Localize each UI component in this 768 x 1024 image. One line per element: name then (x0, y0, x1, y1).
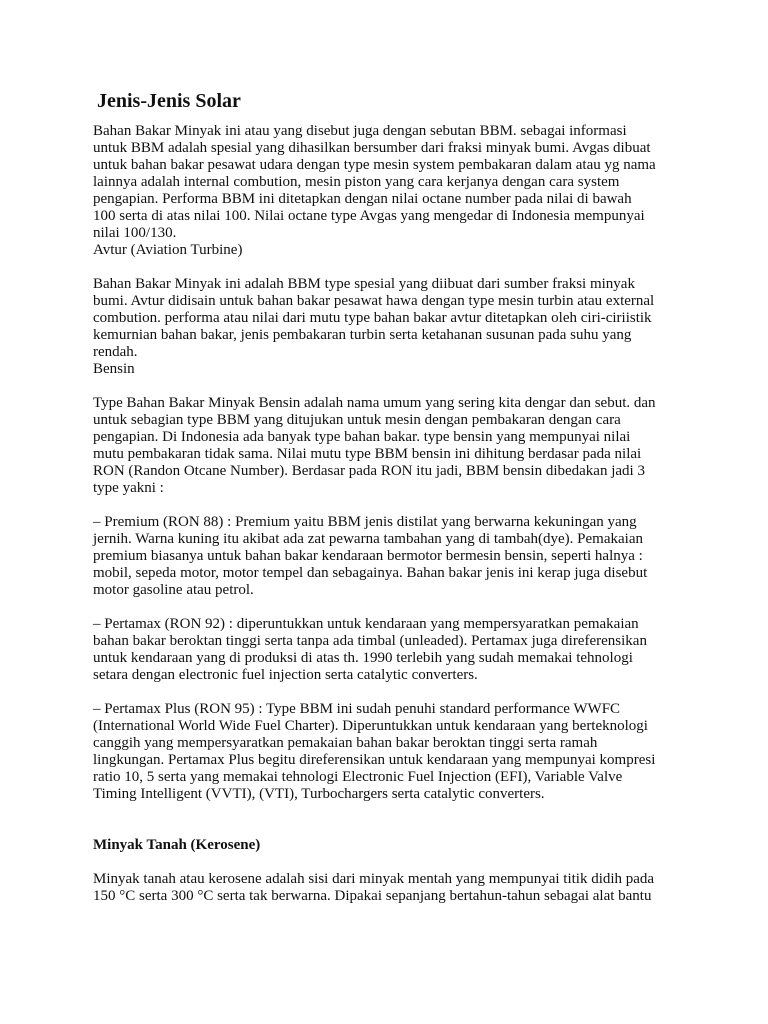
text-line: type yakni : (93, 480, 164, 496)
text-line: (International World Wide Fuel Charter). Diperuntukkan untuk kendaraan yang berteknologi (93, 718, 648, 734)
text-line: – Pertamax Plus (RON 95) : Type BBM ini sudah penuhi standard performance WWFC (93, 701, 621, 717)
text-line: mobil, sepeda motor, motor tempel dan sebagainya. Bahan bakar jenis ini kerap juga disebut (93, 565, 648, 581)
text-line: bahan bakar beroktan tinggi serta tanpa ada timbal (unleaded). Pertamax juga direferensikan (93, 633, 647, 649)
text-line: 150 °C serta 300 °C serta tak berwarna. Dipakai sepanjang bertahun-tahun sebagai alat bantu (93, 888, 652, 904)
text-line: Minyak tanah atau kerosene adalah sisi dari minyak mentah yang mempunyai titik didih pada (93, 871, 655, 887)
text-line: untuk BBM adalah spesial yang dihasilkan bersumber dari fraksi minyak bumi. Avgas dibuat (93, 140, 651, 156)
para-bensin (93, 395, 683, 497)
heading-minyak-tanah: Minyak Tanah (Kerosene) (93, 837, 261, 853)
text-line: Bensin (93, 361, 135, 377)
text-line: untuk bahan bakar pesawat udara dengan type mesin system pembakaran dalam atau yg nama (93, 157, 656, 173)
document-body (93, 88, 683, 905)
text-line: Avtur (Aviation Turbine) (93, 242, 243, 258)
text-line: nilai 100/130. (93, 225, 177, 241)
document-title: Jenis-Jenis Solar (97, 90, 241, 112)
paragraph-spacer (93, 497, 683, 514)
text-line: Bahan Bakar Minyak ini adalah BBM type spesial yang diibuat dari sumber fraksi minyak (93, 276, 635, 292)
para-avtur (93, 276, 683, 378)
text-line: rendah. (93, 344, 138, 360)
para-pertamax-plus (93, 701, 683, 803)
paragraph-spacer (93, 378, 683, 395)
para-kerosene (93, 871, 683, 905)
section-spacer (93, 803, 683, 837)
para-pertamax (93, 616, 683, 684)
text-line: Bahan Bakar Minyak ini atau yang disebut juga dengan sebutan BBM. sebagai informasi (93, 123, 627, 139)
text-line: – Pertamax (RON 92) : diperuntukkan untuk kendaraan yang mempersyaratkan pemakaian (93, 616, 639, 632)
text-line: canggih yang mempersyaratkan pemakaian bahan bakar beroktan tinggi serta ramah (93, 735, 598, 751)
text-line: Type Bahan Bakar Minyak Bensin adalah nama umum yang sering kita dengar dan sebut. dan (93, 395, 656, 411)
text-line: lainnya adalah internal combution, mesin piston yang cara kerjanya dengan cara system (93, 174, 620, 190)
text-line: pengapian. Di Indonesia ada banyak type bahan bakar. type bensin yang mempunyai nilai (93, 429, 631, 445)
text-line: RON (Randon Otcane Number). Berdasar pada RON itu jadi, BBM bensin dibedakan jadi 3 (93, 463, 645, 479)
text-line: – Premium (RON 88) : Premium yaitu BBM jenis distilat yang berwarna kekuningan yang (93, 514, 637, 530)
text-line: untuk sebagian type BBM yang ditujukan untuk mesin dengan pembakaran dengan cara (93, 412, 621, 428)
text-line: kemurnian bahan bakar, jenis pembakaran turbin serta ketahanan susunan pada suhu yang (93, 327, 632, 343)
paragraph-spacer (93, 854, 683, 871)
text-line: setara dengan electronic fuel injection serta catalytic converters. (93, 667, 478, 683)
text-line: combution. performa atau nilai dari mutu type bahan bakar avtur ditetapkan oleh ciri-ciriistik (93, 310, 652, 326)
text-line: lingkungan. Pertamax Plus begitu direferensikan untuk kendaraan yang mempunyai kompresi (93, 752, 656, 768)
para-avgas (93, 123, 683, 259)
text-line: Timing Intelligent (VVTI), (VTI), Turbochargers serta catalytic converters. (93, 786, 545, 802)
text-line: pengapian. Performa BBM ini ditetapkan dengan nilai octane number pada nilai di bawah (93, 191, 632, 207)
para-premium (93, 514, 683, 599)
paragraph-spacer (93, 599, 683, 616)
text-line: 100 serta di atas nilai 100. Nilai octane type Avgas yang mengedar di Indonesia mempunyai (93, 208, 645, 224)
document-content (93, 123, 683, 905)
text-line: mutu pembakaran tidak sama. Nilai mutu type BBM bensin ini dihitung berdasar pada nilai (93, 446, 642, 462)
text-line: ratio 10, 5 serta yang memakai tehnologi Electronic Fuel Injection (EFI), Variable Valve (93, 769, 623, 785)
text-line: bumi. Avtur didisain untuk bahan bakar pesawat hawa dengan type mesin turbin atau external (93, 293, 655, 309)
paragraph-spacer (93, 684, 683, 701)
text-line: motor gasoline atau petrol. (93, 582, 254, 598)
paragraph-spacer (93, 259, 683, 276)
text-line: jernih. Warna kuning itu akibat ada zat pewarna tambahan yang di tambah(dye). Pemakaian (93, 531, 643, 547)
text-line: untuk kendaraan yang di produksi di atas th. 1990 terlebih yang sudah memakai tehnologi (93, 650, 633, 666)
text-line: premium biasanya untuk bahan bakar kendaraan bermotor bermesin bensin, seperti halnya : (93, 548, 643, 564)
